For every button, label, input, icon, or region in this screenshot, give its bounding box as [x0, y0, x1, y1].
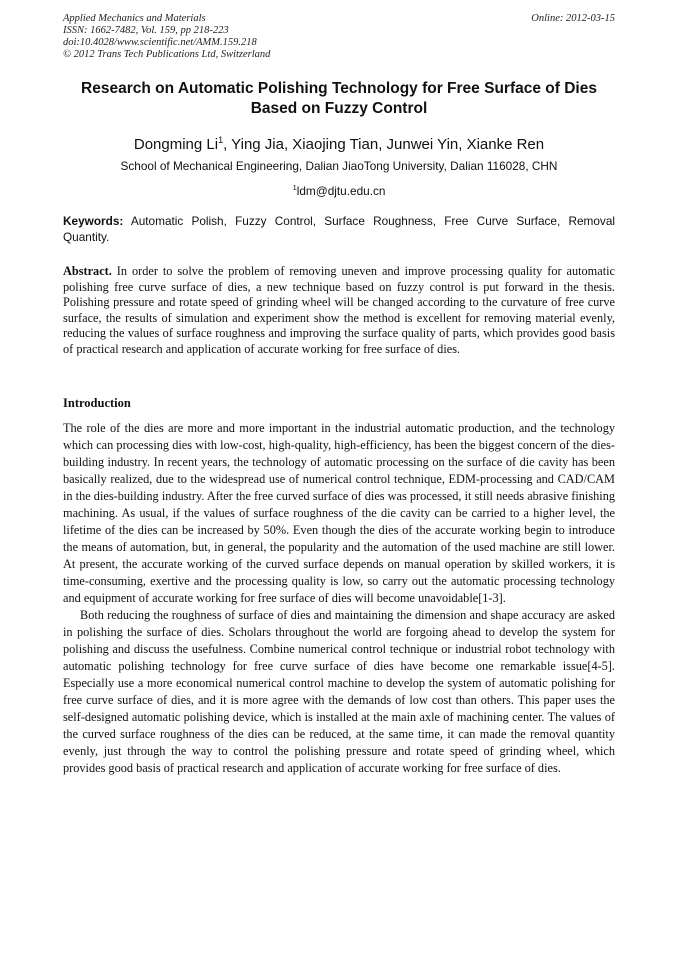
- keywords: [63, 214, 615, 245]
- keywords-text: Automatic Polish, Fuzzy Control, Surface Roughness, Free Curve Surface, Removal Quantity.: [63, 214, 615, 244]
- paragraph: Both reducing the roughness of surface of dies and maintaining the dimension and shape accuracy are asked in polishing the surface of dies. Scholars throughout the world are forgoing ahead to develop the system for polishing and discuss the usefulness. Combine numerical control technique or industrial robot technology with automatic polishing technology for free curve surface of dies have become one remarkable issue[4-5]. Especially use a more economical numerical control machine to develop the system of automatic polishing for free curve surface of dies, and it is more agree with the demands of low cost than others. This paper uses the self-designed automatic polishing device, which is installed at the main axle of machining center. The values of the curved surface roughness of the dies can be reduced, at the same time, it can made the removal quantity evenly, just through the way to control the polishing pressure and rotate speed of grinding wheel, which provides good basis of practical research and application of accurate working for free surface of dies.: [63, 608, 615, 775]
- affiliation: School of Mechanical Engineering, Dalian JiaoTong University, Dalian 116028, CHN: [120, 159, 558, 173]
- first-author: Dongming Li: [133, 136, 219, 153]
- copyright-line: © 2012 Trans Tech Publications Ltd, Switzerland: [63, 49, 271, 60]
- keywords-label: Keywords:: [63, 214, 124, 228]
- abstract-label: Abstract.: [63, 264, 112, 278]
- journal-name: Applied Mechanics and Materials: [63, 13, 206, 24]
- doi-line: doi:10.4028/www.scientific.net/AMM.159.218: [63, 37, 257, 48]
- abstract: [63, 264, 615, 357]
- author-affiliation-marker: 1: [218, 135, 224, 145]
- introduction-body: [63, 420, 615, 777]
- contact-email: [50, 180, 628, 199]
- section-heading-introduction: Introduction: [63, 396, 131, 410]
- paper-title: Research on Automatic Polishing Technology for Free Surface of Dies Based on Fuzzy Control: [81, 80, 597, 117]
- journal-header: [63, 13, 615, 61]
- abstract-text: In order to solve the problem of removing uneven and improve processing quality for automatic polishing free curve surface of dies, a new technique based on fuzzy control is put forward in the thesis. Polishing pressure and rotate speed of grinding wheel will be changed according to the curvature of free curve surface, the results of simulation and experiment show the method is excellent for removing material evenly, reducing the values of surface roughness and improving the surface quality of parts, which provides good basis of practical research and application of accurate working for free surface of dies.: [63, 264, 615, 356]
- other-authors: , Ying Jia, Xiaojing Tian, Junwei Yin, Xianke Ren: [223, 136, 545, 153]
- email-marker: 1: [292, 183, 297, 192]
- issn-line: ISSN: 1662-7482, Vol. 159, pp 218-223: [63, 25, 229, 36]
- paragraph: The role of the dies are more and more important in the industrial automatic production, and the technology which can processing dies with low-cost, high-quality, high-efficiency, has been the biggest concern of the dies-building industry. In recent years, the technology of automatic processing on the surface of die cavity has been basically realized, due to the widespread use of numerical control technique, EDM-processing and CAD/CAM in the dies-building industry. After the free curved surface of dies was processed, it still needs abrasive finishing machining. As usual, if the values of surface roughness of the die cavity can be carried to a higher level, the lifetime of the dies can be increased by 50%. Even though the dies of the accurate working begin to introduce the means of automation, but, in general, the popularity and the automation of the used machine are still lower. At present, the accurate working of the curved surface depends on manual operation by skilled workers, it is time-consuming, exertive and the processing quality is low, so carry out the automatic processing technology and equipment of accurate working for free surface of dies will become unavoidable[1-3].: [63, 421, 615, 605]
- online-date: Online: 2012-03-15: [531, 13, 615, 24]
- email-address: ldm@djtu.edu.cn: [296, 183, 386, 198]
- author-list: [50, 130, 628, 155]
